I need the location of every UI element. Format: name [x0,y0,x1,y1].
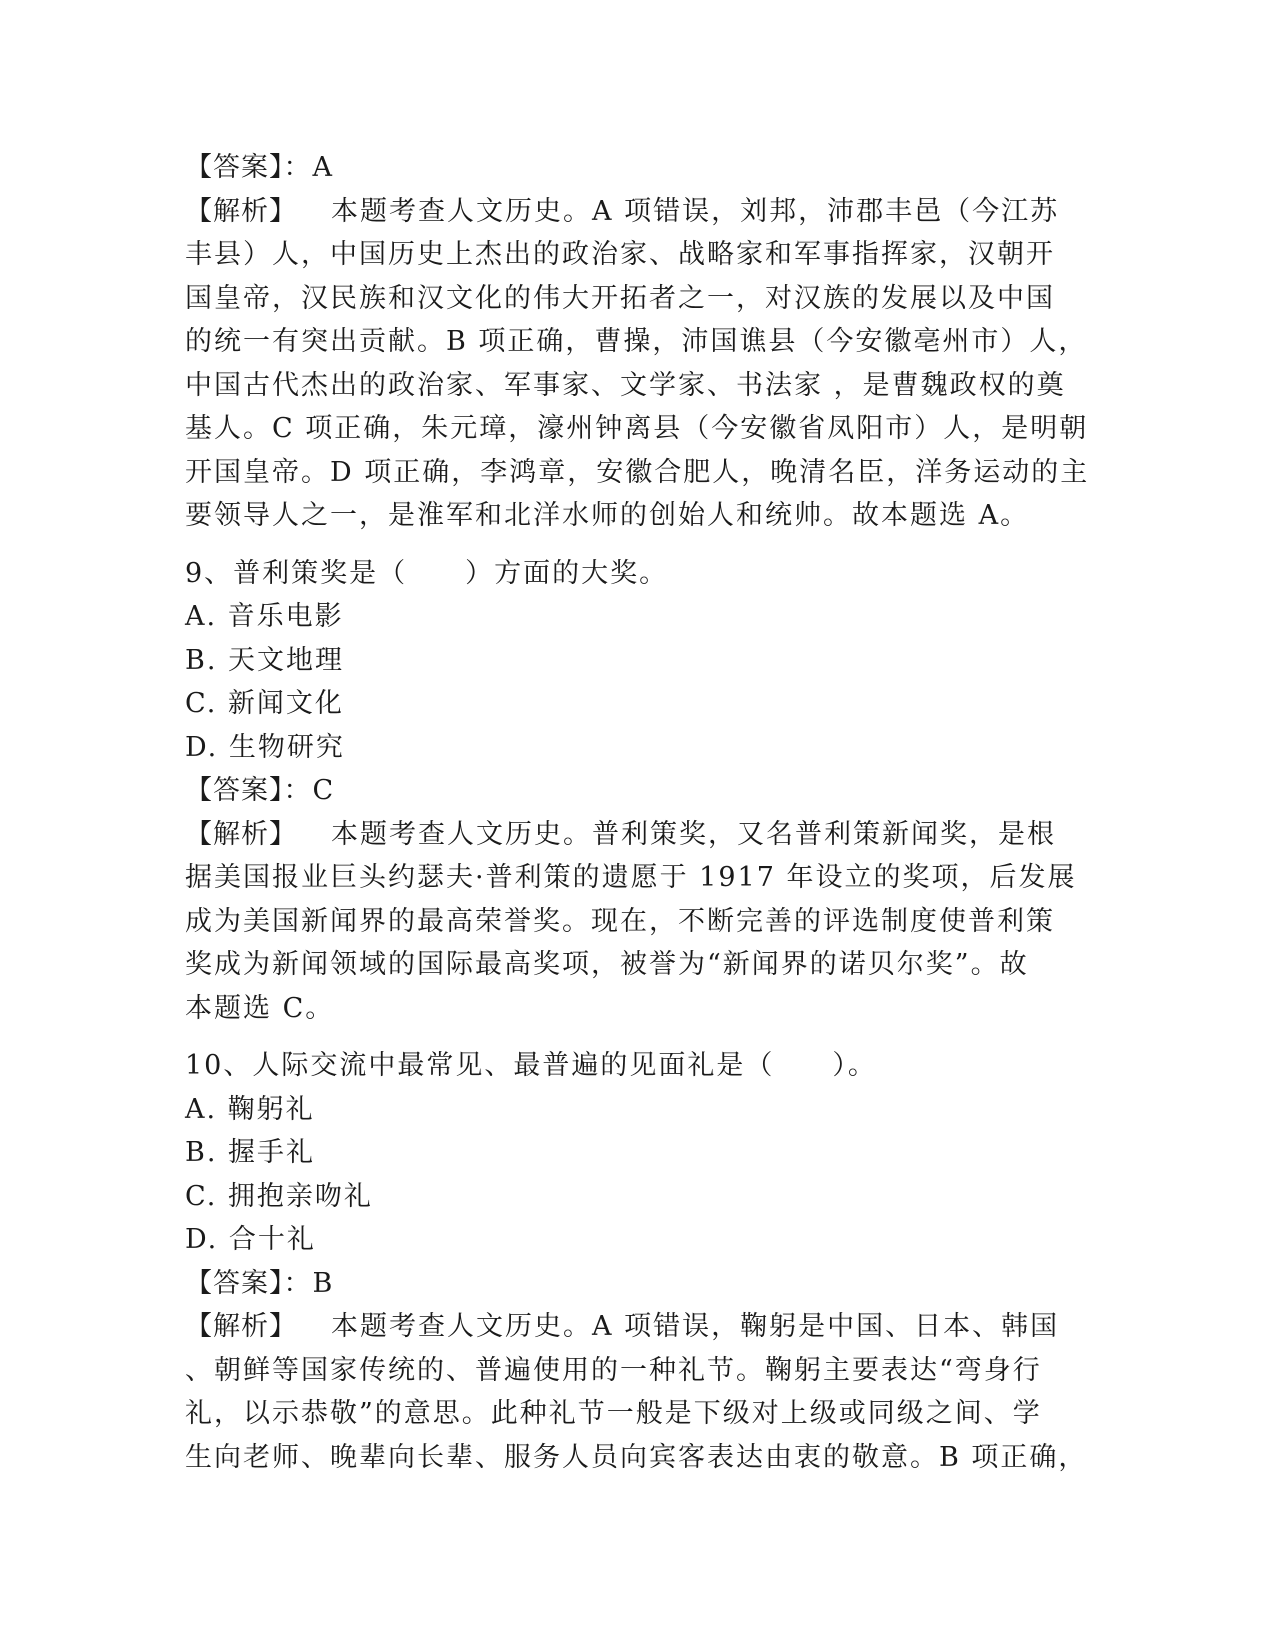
analysis-label: 【解析】 [185,818,297,850]
analysis-label: 【解析】 [185,195,297,227]
answer-value: C [312,775,336,806]
analysis-q8 [185,190,1090,538]
analysis-line: 要领导人之一，是淮军和北洋水师的创始人和统帅。故本题选 A。 [185,500,1030,531]
option-a: A. 音乐电影 [185,601,344,632]
answer-value: B [312,1267,335,1299]
analysis-line: 本题考查人文历史。A 项错误，鞠躬是中国、日本、韩国 [331,1311,1060,1342]
answer-separator: ： [283,152,313,183]
option-a: A. 鞠躬礼 [185,1093,315,1125]
analysis-line: 本题选 C。 [185,992,335,1024]
analysis-line: 成为美国新闻界的最高荣誉奖。现在，不断完善的评选制度使普利策 [185,905,1055,937]
analysis-line: 中国古代杰出的政治家、军事家、文学家、书法家 ，是曹魏政权的奠 [185,369,1066,401]
answer-separator: ： [283,775,313,806]
analysis-line: 奖成为新闻领域的国际最高奖项，被誉为“新闻界的诺贝尔奖”。故 [185,949,1029,980]
option-b: B. 天文地理 [185,644,345,676]
option-c: C. 新闻文化 [185,688,344,719]
question-10 [185,1044,1088,1479]
analysis-line: 国皇帝，汉民族和汉文化的伟大开拓者之一，对汉族的发展以及中国 [185,282,1055,314]
option-d: D. 合十礼 [185,1224,316,1255]
analysis-line: 基人。C 项正确，朱元璋，濠州钟离县（今安徽省凤阳市）人，是明朝 [185,413,1089,444]
question-stem: 9、普利策奖是（ ）方面的大奖。 [185,557,669,589]
answer-q8 [185,146,1085,190]
question-9 [185,552,1085,1031]
analysis-line: 、朝鲜等国家传统的、普遍使用的一种礼节。鞠躬主要表达“弯身行 [185,1354,1042,1386]
analysis-line: 生向老师、晚辈向长辈、服务人员向宾客表达由衷的敬意。B 项正确， [185,1441,1088,1473]
answer-separator: ： [283,1267,313,1299]
answer-label: 【答案】 [185,1267,284,1299]
answer-label: 【答案】 [185,152,284,183]
analysis-line: 本题考查人文历史。A 项错误，刘邦，沛郡丰邑（今江苏 [331,195,1060,227]
analysis-line: 开国皇帝。D 项正确，李鸿章，安徽合肥人，晚清名臣，洋务运动的主 [185,456,1090,488]
analysis-line: 丰县）人，中国历史上杰出的政治家、战略家和军事指挥家，汉朝开 [185,239,1055,270]
option-c: C. 拥抱亲吻礼 [185,1180,373,1212]
analysis-label: 【解析】 [185,1311,297,1342]
analysis-line: 据美国报业巨头约瑟夫·普利策的遗愿于 1917 年设立的奖项，后发展 [185,862,1077,893]
answer-label: 【答案】 [185,775,284,806]
analysis-line: 礼，以示恭敬”的意思。此种礼节一般是下级对上级或同级之间、学 [185,1398,1042,1429]
question-stem: 10、人际交流中最常见、最普遍的见面礼是（ ）。 [185,1050,877,1081]
analysis-line: 的统一有突出贡献。B 项正确，曹操，沛国谯县（今安徽亳州市）人， [185,326,1088,357]
option-b: B. 握手礼 [185,1137,316,1168]
analysis-line: 本题考查人文历史。普利策奖，又名普利策新闻奖，是根 [331,818,1056,850]
option-d: D. 生物研究 [185,731,345,763]
answer-value: A [312,152,334,183]
document-page [185,146,1090,1479]
